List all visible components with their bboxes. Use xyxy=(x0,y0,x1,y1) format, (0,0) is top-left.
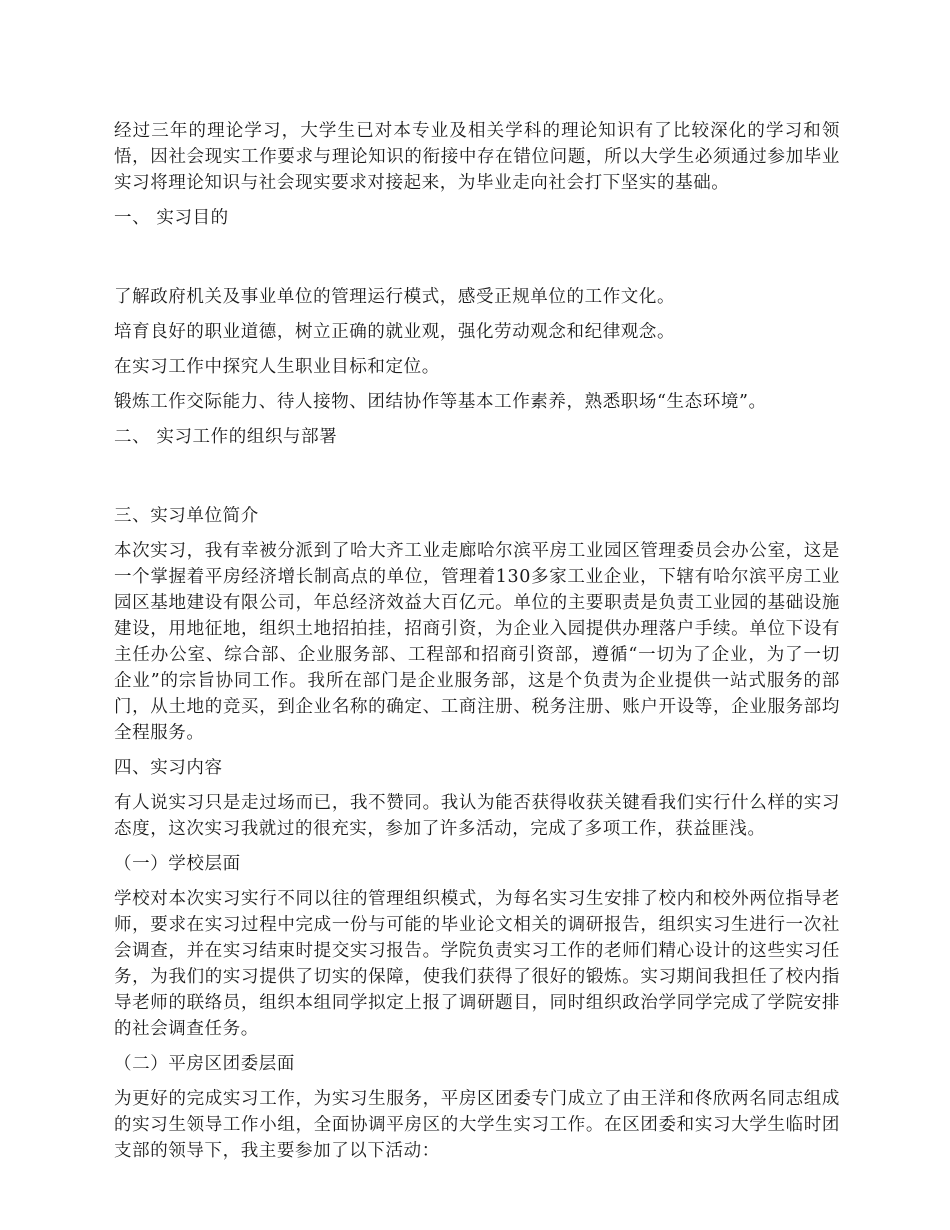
content-intro-paragraph: 有人说实习只是走过场而已，我不赞同。我认为能否获得收获关键看我们实行什么样的实习态度，这次实习我就过的很充实，参加了许多活动，完成了多项工作，获益匪浅。 xyxy=(114,793,840,839)
league-paragraph: 为更好的完成实习工作，为实习生服务，平房区团委专门成立了由王洋和佟欣两名同志组成的实习生领导工作小组，全面协调平房区的大学生实习工作。在区团委和实习大学生临时团支部的领导下，我主要参加了以下活动： xyxy=(114,1089,840,1161)
section-heading-organization: 二、 实习工作的组织与部署 xyxy=(114,427,338,447)
goal-item: 了解政府机关及事业单位的管理运行模式，感受正规单位的工作文化。 xyxy=(114,287,676,307)
subsection-heading-school: （一）学校层面 xyxy=(114,854,241,874)
unit-intro-paragraph: 本次实习，我有幸被分派到了哈大齐工业走廊哈尔滨平房工业园区管理委员会办公室，这是一个掌握着平房经济增长制高点的单位，管理着130多家工业企业，下辖有哈尔滨平房工业园区基地建设有限公司，年总经济效益大百亿元。单位的主要职责是负责工业园的基础设施建设，用地征地，组织土地招拍挂，招商引资，为企业入园提供办理落户手续。单位下设有主任办公室、综合部、企业服务部、工程部和招商引资部，遵循“一切为了企业，为了一切企业”的宗旨协同工作。我所在部门是企业服务部，这是个负责为企业提供一站式服务的部门，从土地的竞买，到企业名称的确定、工商注册、税务注册、账户开设等，企业服务部均全程服务。 xyxy=(114,541,840,743)
goal-item: 在实习工作中探究人生职业目标和定位。 xyxy=(114,357,440,377)
intro-paragraph: 经过三年的理论学习，大学生已对本专业及相关学科的理论知识有了比较深化的学习和领悟，因社会现实工作要求与理论知识的衔接中存在错位问题，所以大学生必须通过参加毕业实习将理论知识与社会现实要求对接起来，为毕业走向社会打下坚实的基础。 xyxy=(114,121,840,193)
school-paragraph: 学校对本次实习实行不同以往的管理组织模式，为每名实习生安排了校内和校外两位指导老师，要求在实习过程中完成一份与可能的毕业论文相关的调研报告，组织实习生进行一次社会调查，并在实习结束时提交实习报告。学院负责实习工作的老师们精心设计的这些实习任务，为我们的实习提供了切实的保障，使我们获得了很好的锻炼。实习期间我担任了校内指导老师的联络员，组织本组同学拟定上报了调研题目，同时组织政治学同学完成了学院安排的社会调查任务。 xyxy=(114,889,840,1039)
document-body xyxy=(114,118,840,1173)
section-heading-content: 四、实习内容 xyxy=(114,758,223,778)
section-heading-unit: 三、实习单位简介 xyxy=(114,506,259,526)
subsection-heading-league: （二）平房区团委层面 xyxy=(114,1054,295,1074)
section-heading-purpose: 一、 实习目的 xyxy=(114,208,229,228)
spacer xyxy=(114,240,840,284)
goal-item: 锻炼工作交际能力、待人接物、团结协作等基本工作素养，熟悉职场“生态环境”。 xyxy=(114,392,767,412)
spacer xyxy=(114,459,840,503)
goal-item: 培育良好的职业道德，树立正确的就业观，强化劳动观念和纪律观念。 xyxy=(114,322,676,342)
